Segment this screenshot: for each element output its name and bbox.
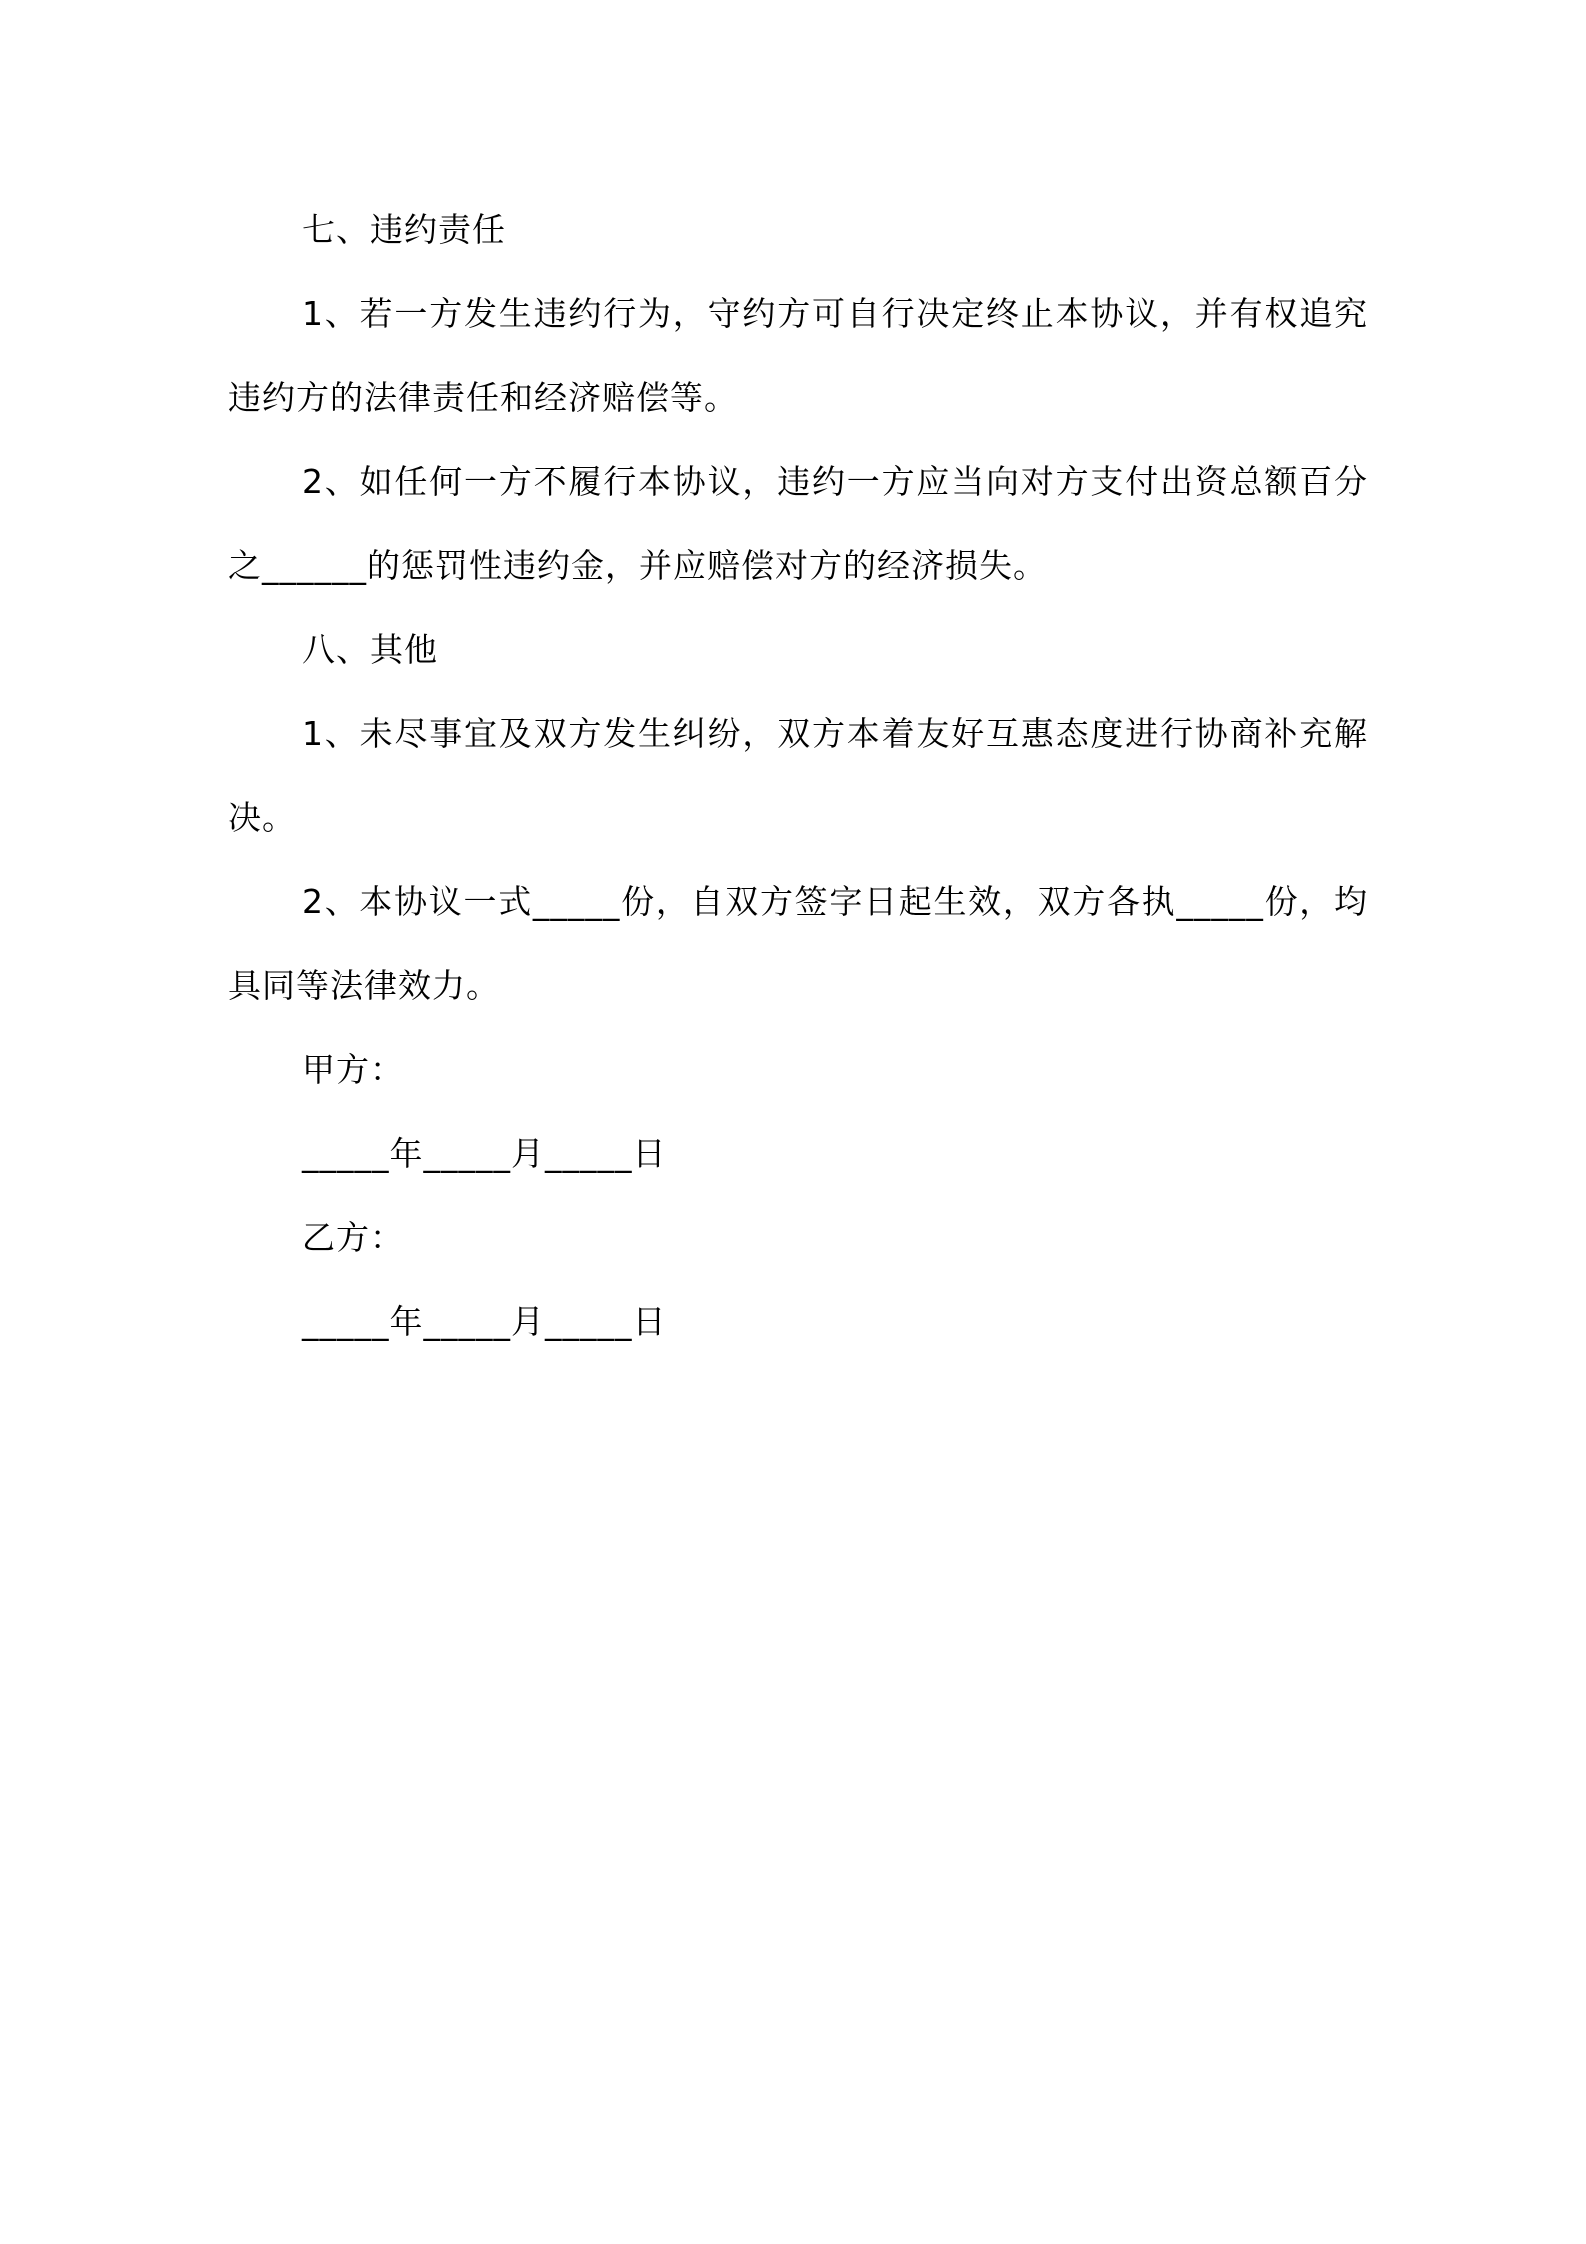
section-8-heading: 八、其他 — [302, 630, 438, 669]
section-7-heading: 七、违约责任 — [302, 210, 506, 249]
party-b-date: _____年_____月_____日 — [302, 1302, 667, 1341]
section-8-item-2: 2、本协议一式_____份，自双方签字日起生效，双方各执_____份，均具同等法律效力。 — [228, 882, 1368, 1005]
section-8-item-1: 1、未尽事宜及双方发生纠纷，双方本着友好互惠态度进行协商补充解决。 — [228, 714, 1368, 837]
document-body — [228, 188, 1368, 1364]
party-a-date: _____年_____月_____日 — [302, 1134, 667, 1173]
section-7-item-1: 1、若一方发生违约行为，守约方可自行决定终止本协议，并有权追究违约方的法律责任和经济赔偿等。 — [228, 294, 1368, 417]
party-b-label: 乙方： — [302, 1218, 404, 1257]
party-a-label: 甲方： — [302, 1050, 404, 1089]
section-7-item-2: 2、如任何一方不履行本协议，违约一方应当向对方支付出资总额百分之______的惩罚性违约金，并应赔偿对方的经济损失。 — [228, 462, 1368, 585]
